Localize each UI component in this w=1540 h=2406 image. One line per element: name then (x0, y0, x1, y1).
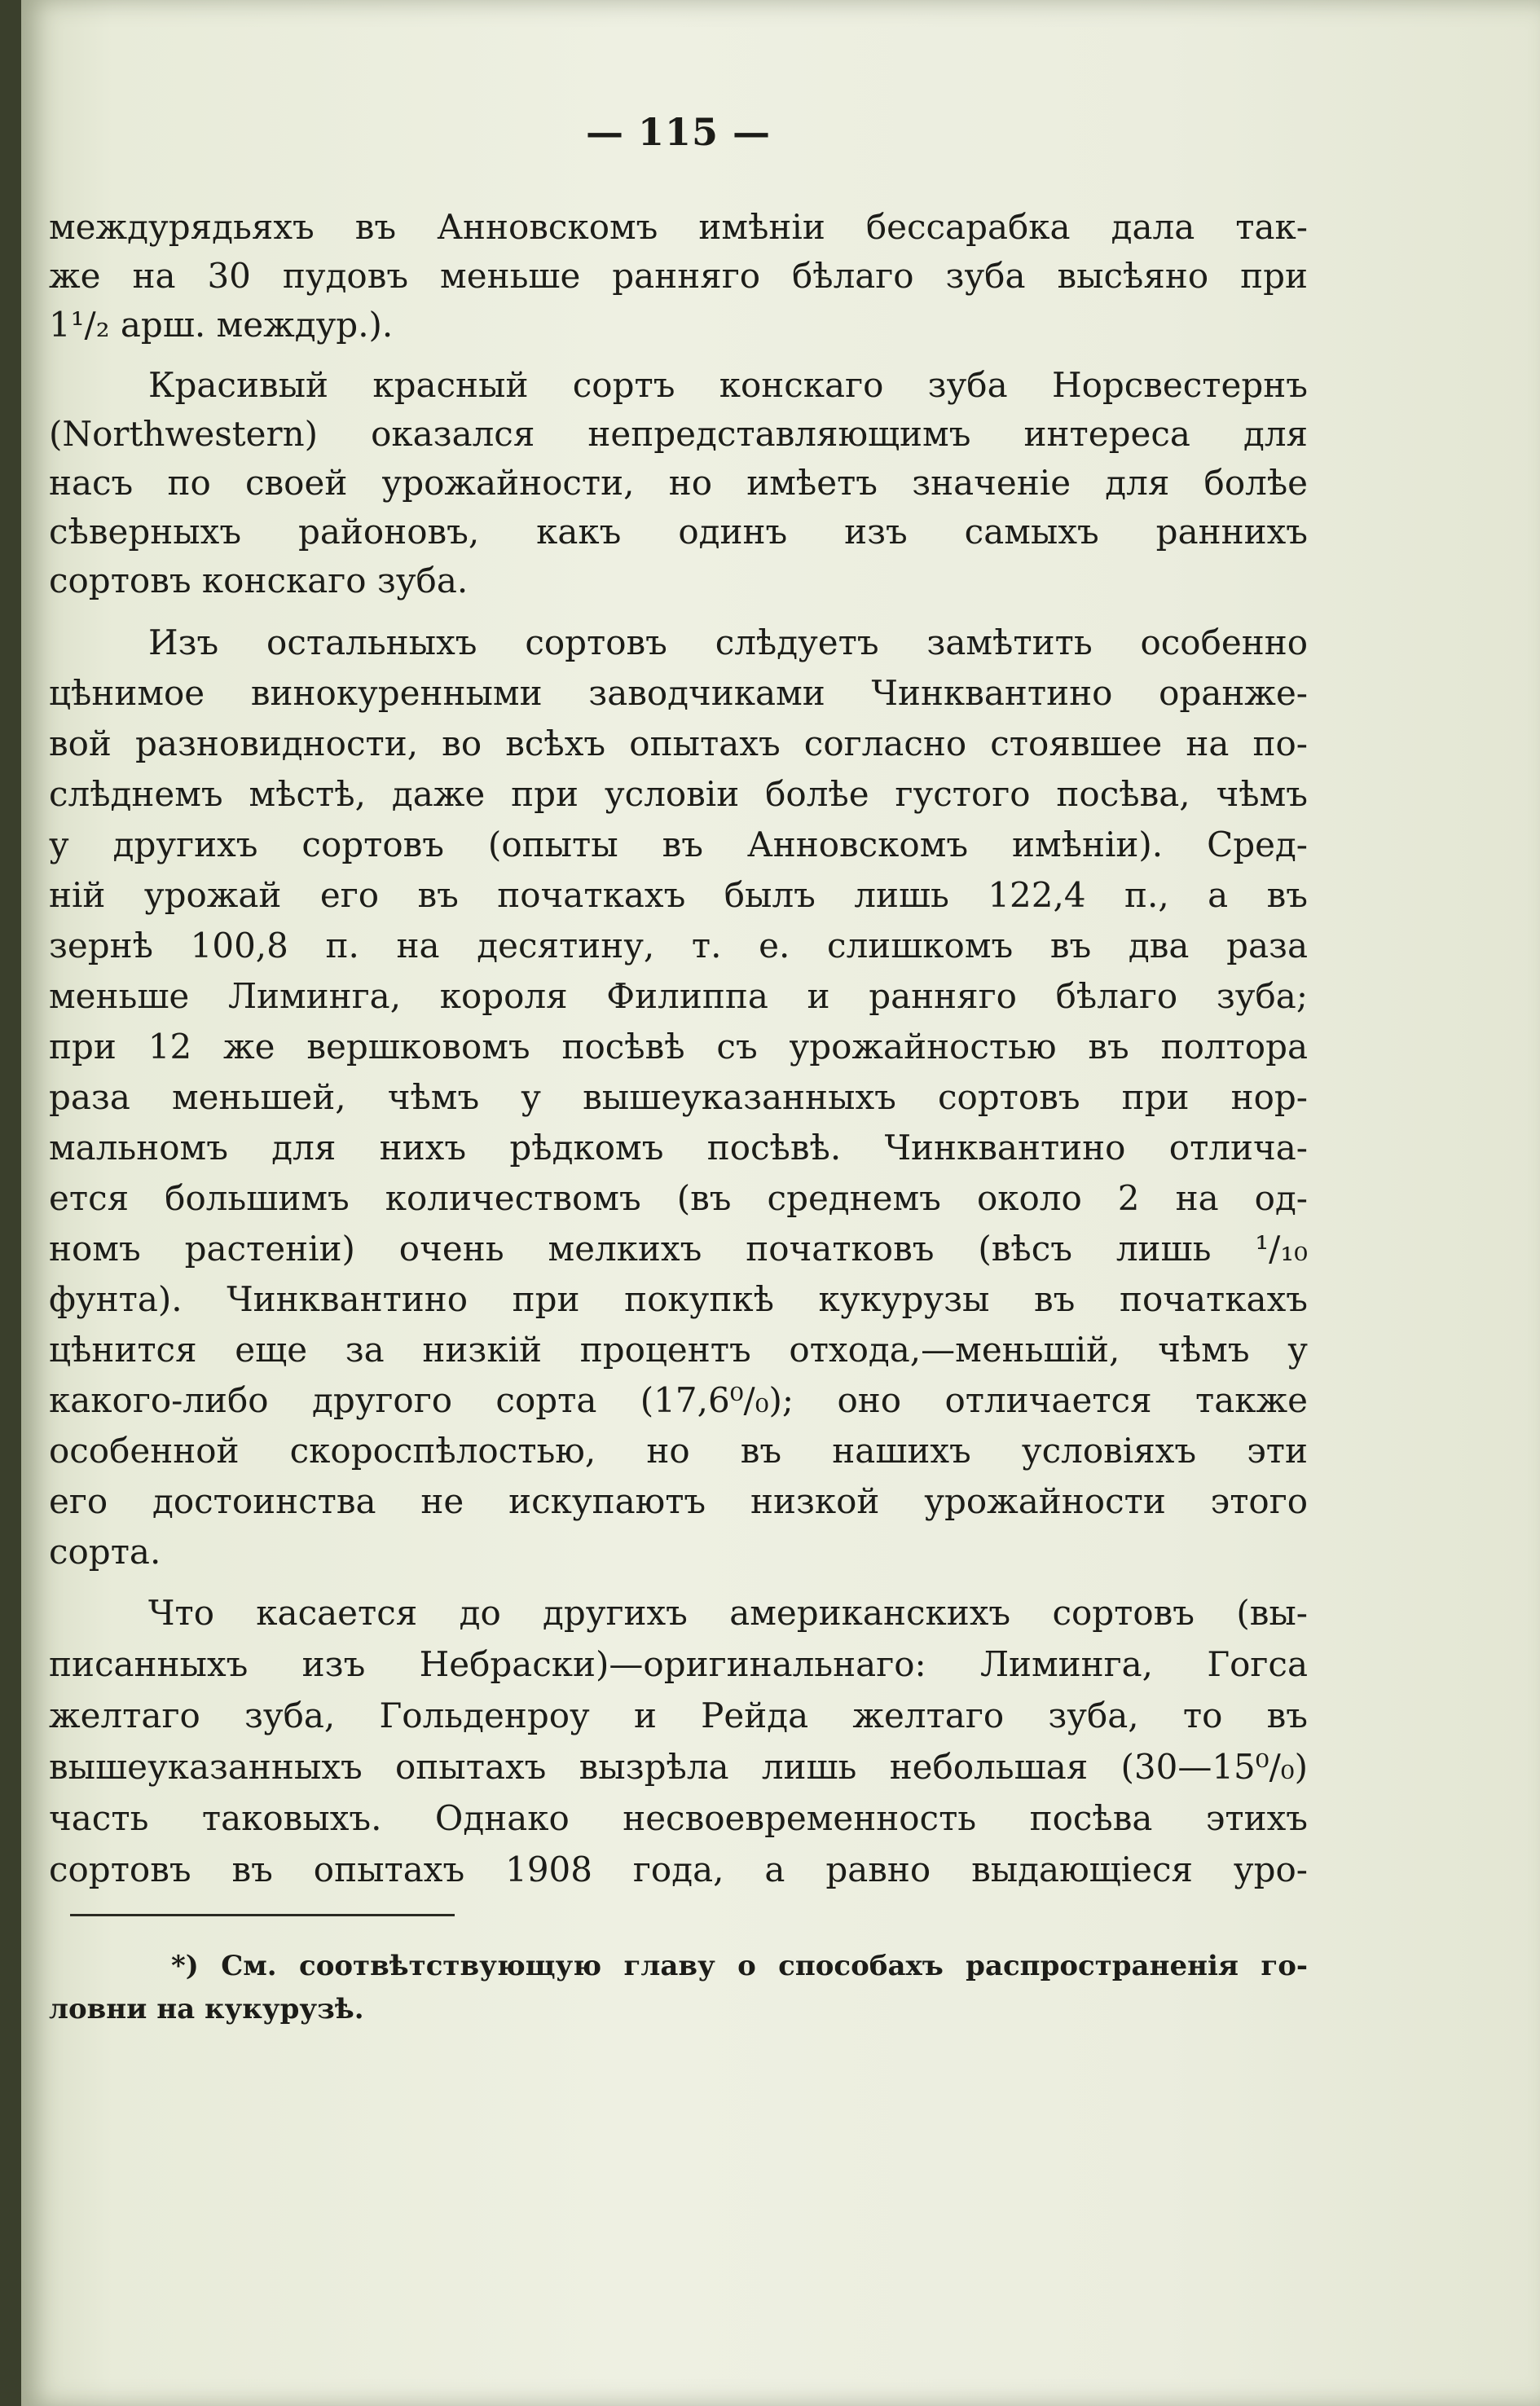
text-line: часть таковыхъ. Однако несвоевременность посѣва этихъ (49, 1798, 1308, 1838)
text-line: сортовъ въ опытахъ 1908 года, а равно выдающіеся уро- (49, 1850, 1308, 1889)
text-line: сѣверныхъ районовъ, какъ одинъ изъ самыхъ раннихъ (49, 512, 1308, 552)
text-line: особенной скороспѣлостью, но въ нашихъ условіяхъ эти (49, 1431, 1308, 1471)
text-line: какого-либо другого сорта (17,6⁰/₀); оно отличается также (49, 1380, 1308, 1420)
text-line: желтаго зуба, Гольденроу и Рейда желтаго зуба, то въ (49, 1696, 1308, 1735)
text-line: насъ по своей урожайности, но имѣетъ значеніе для болѣе (49, 463, 1308, 503)
text-line: у другихъ сортовъ (опыты въ Анновскомъ имѣніи). Сред- (49, 825, 1308, 864)
text-line: раза меньшей, чѣмъ у вышеуказанныхъ сортовъ при нор- (49, 1077, 1308, 1117)
footnote-line: *) См. соотвѣтствующую главу о способахъ распространенія го- (171, 1950, 1308, 1982)
text-line: цѣнимое винокуренными заводчиками Чинквантино оранже- (49, 673, 1308, 713)
text-line: вой разновидности, во всѣхъ опытахъ согласно стоявшее на по- (49, 724, 1308, 763)
text-line: цѣнится еще за низкій процентъ отхода,—меньшій, чѣмъ у (49, 1330, 1308, 1370)
text-line: (Northwestern) оказался непредставляющимъ интереса для (49, 414, 1308, 454)
footnote-line: ловни на кукурузѣ. (49, 1993, 364, 2026)
paragraph-start-line: Изъ остальныхъ сортовъ слѣдуетъ замѣтить особенно (148, 622, 1308, 662)
text-line: его достоинства не искупаютъ низкой урожайности этого (49, 1481, 1308, 1521)
text-line: писанныхъ изъ Небраски)—оригинальнаго: Лиминга, Гогса (49, 1644, 1308, 1684)
text-line: сортовъ конскаго зуба. (49, 561, 469, 600)
book-page (21, 0, 1540, 2406)
text-line: при 12 же вершковомъ посѣвѣ съ урожайностью въ полтора (49, 1027, 1308, 1067)
text-line: меньше Лиминга, короля Филиппа и ранняго бѣлаго зуба; (49, 976, 1308, 1016)
paragraph-start-line: Красивый красный сортъ конскаго зуба Норсвестернъ (148, 365, 1308, 405)
text-line: же на 30 пудовъ меньше ранняго бѣлаго зуба высѣяно при (49, 256, 1308, 296)
text-line: мальномъ для нихъ рѣдкомъ посѣвѣ. Чинквантино отлича- (49, 1128, 1308, 1168)
paragraph-start-line: Что касается до другихъ американскихъ сортовъ (вы- (148, 1593, 1308, 1633)
footnote-divider (70, 1914, 455, 1916)
text-line: номъ растеніи) очень мелкихъ початковъ (вѣсъ лишь ¹/₁₀ (49, 1229, 1308, 1269)
text-line: фунта). Чинквантино при покупкѣ кукурузы въ початкахъ (49, 1279, 1308, 1319)
text-line: ется большимъ количествомъ (въ среднемъ около 2 на од- (49, 1178, 1308, 1218)
text-line: вышеуказанныхъ опытахъ вызрѣла лишь небольшая (30—15⁰/₀) (49, 1747, 1308, 1787)
text-line: ній урожай его въ початкахъ былъ лишь 122,4 п., а въ (49, 875, 1308, 915)
text-line: междурядьяхъ въ Анновскомъ имѣніи бессарабка дала так- (49, 207, 1308, 247)
page-number: — 115 — (585, 110, 772, 154)
text-line: сорта. (49, 1532, 161, 1572)
text-line: 1¹/₂ арш. междур.). (49, 305, 394, 345)
text-line: зернѣ 100,8 п. на десятину, т. е. слишкомъ въ два раза (49, 926, 1308, 965)
text-line: слѣднемъ мѣстѣ, даже при условіи болѣе густого посѣва, чѣмъ (49, 774, 1308, 814)
